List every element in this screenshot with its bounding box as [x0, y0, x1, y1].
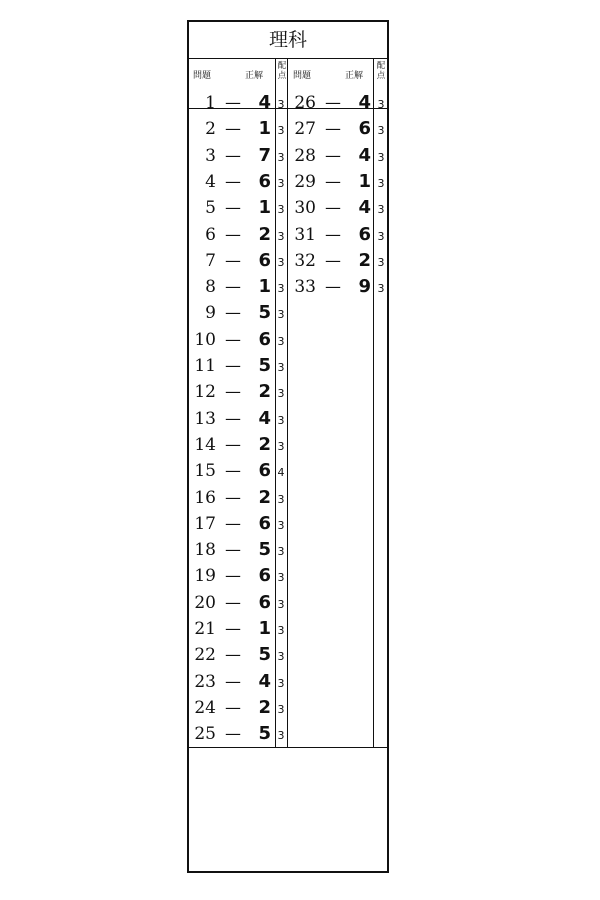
- answer-row: [189, 616, 287, 642]
- question-number: 28: [294, 145, 316, 166]
- answer-row: [289, 248, 387, 274]
- dash: —: [225, 645, 241, 665]
- points-value: 3: [277, 702, 285, 716]
- dash: —: [225, 540, 241, 560]
- dash: —: [225, 250, 241, 270]
- correct-answer: 2: [258, 381, 271, 403]
- dash: —: [225, 487, 241, 507]
- correct-answer: 1: [258, 276, 271, 298]
- dash: —: [225, 671, 241, 691]
- question-number: 31: [294, 224, 316, 245]
- correct-answer: 2: [258, 223, 271, 245]
- points-value: 3: [277, 229, 285, 243]
- question-number: 14: [194, 434, 216, 455]
- correct-answer: 5: [258, 355, 271, 376]
- correct-answer: 2: [358, 249, 371, 271]
- correct-answer: 5: [258, 539, 271, 561]
- answer-row: [189, 642, 287, 668]
- answer-row: [189, 406, 287, 432]
- correct-answer: 5: [258, 723, 271, 745]
- question-header: 問題: [193, 71, 212, 81]
- dash: —: [325, 250, 341, 270]
- dash: —: [225, 408, 241, 428]
- answer-row: [189, 195, 287, 221]
- correct-answer: 1: [258, 118, 271, 140]
- points-value: 3: [277, 150, 285, 164]
- correct-answer: 6: [258, 512, 271, 534]
- question-number: 10: [194, 329, 216, 350]
- points-value: 4: [277, 466, 285, 480]
- points-header-2: 配 点: [376, 61, 386, 81]
- points-value: 3: [377, 203, 385, 217]
- answer-key-sheet: [187, 20, 389, 873]
- question-number: 5: [205, 198, 216, 219]
- question-number: 17: [194, 513, 216, 534]
- question-number: 26: [294, 93, 316, 113]
- question-number: 33: [294, 277, 316, 298]
- answer-row: [289, 222, 387, 248]
- correct-answer: 4: [258, 407, 271, 429]
- dash: —: [325, 145, 341, 165]
- correct-answer: 2: [258, 696, 271, 718]
- dash: —: [225, 277, 241, 297]
- answer-row: [189, 695, 287, 721]
- answer-row: [189, 222, 287, 248]
- dash: —: [225, 171, 241, 191]
- correct-answer: 6: [258, 460, 271, 482]
- question-header-2: 問題: [293, 71, 312, 81]
- dash: —: [325, 119, 341, 139]
- column-divider: [287, 59, 288, 747]
- points-value: 3: [277, 729, 285, 743]
- points-value: 3: [277, 282, 285, 296]
- answer-row: [289, 143, 387, 169]
- answer-row: [289, 116, 387, 142]
- dash: —: [225, 592, 241, 612]
- dash: —: [225, 382, 241, 402]
- question-number: 4: [205, 171, 216, 192]
- correct-answer: 1: [258, 618, 271, 639]
- points-value: 3: [277, 124, 285, 138]
- question-number: 19: [194, 566, 216, 587]
- points-header: 配 点: [277, 61, 287, 81]
- points-value: 3: [277, 176, 285, 190]
- correct-answer: 4: [358, 144, 371, 166]
- answer-row: [189, 563, 287, 589]
- answer-row: [189, 485, 287, 511]
- answer-row: [189, 116, 287, 142]
- dash: —: [225, 566, 241, 586]
- answer-row: [189, 300, 287, 326]
- correct-answer: 9: [358, 276, 371, 298]
- correct-answer: 7: [258, 144, 271, 166]
- points-value: 3: [277, 308, 285, 322]
- points-value: 3: [277, 203, 285, 217]
- points-value: 3: [277, 545, 285, 559]
- correct-answer: 6: [258, 591, 271, 613]
- answer-header-2: 正解: [345, 71, 364, 81]
- points-value: 3: [377, 255, 385, 269]
- dash: —: [325, 198, 341, 218]
- question-number: 9: [205, 303, 216, 324]
- answer-row: [189, 90, 287, 116]
- dash: —: [225, 145, 241, 165]
- question-number: 16: [194, 487, 216, 508]
- correct-answer: 2: [258, 433, 271, 455]
- answer-row: [189, 327, 287, 353]
- correct-answer: 6: [258, 249, 271, 271]
- points-value: 3: [277, 650, 285, 664]
- points-value: 3: [277, 361, 285, 374]
- question-number: 3: [205, 145, 216, 166]
- points-value: 3: [277, 492, 285, 506]
- dash: —: [225, 697, 241, 717]
- answer-row: [189, 432, 287, 458]
- correct-answer: 6: [258, 328, 271, 350]
- question-number: 8: [205, 277, 216, 298]
- answer-row: [289, 274, 387, 300]
- points-value: 3: [277, 413, 285, 427]
- answer-row: [189, 721, 287, 747]
- question-number: 21: [194, 619, 216, 639]
- answer-row: [289, 90, 387, 116]
- points-value: 3: [277, 518, 285, 532]
- correct-answer: 5: [258, 302, 271, 324]
- answer-row: [189, 511, 287, 537]
- points-value: 3: [377, 150, 385, 164]
- dash: —: [225, 356, 241, 375]
- question-number: 1: [205, 93, 216, 113]
- correct-answer: 6: [358, 118, 371, 140]
- question-number: 6: [205, 224, 216, 245]
- question-number: 11: [194, 356, 216, 376]
- points-value: 3: [277, 676, 285, 690]
- dash: —: [325, 93, 341, 112]
- correct-answer: 4: [258, 670, 271, 692]
- dash: —: [225, 461, 241, 481]
- points-value: 3: [277, 334, 285, 348]
- question-number: 29: [294, 171, 316, 192]
- correct-answer: 5: [258, 644, 271, 666]
- dash: —: [225, 198, 241, 218]
- answer-row: [189, 669, 287, 695]
- correct-answer: 1: [258, 197, 271, 219]
- correct-answer: 4: [258, 92, 271, 113]
- answer-row: [189, 537, 287, 563]
- points-value: 3: [377, 124, 385, 138]
- answer-row: [189, 590, 287, 616]
- correct-answer: 1: [358, 170, 371, 192]
- dash: —: [325, 277, 341, 297]
- answer-row: [189, 143, 287, 169]
- question-number: 25: [194, 724, 216, 745]
- dash: —: [225, 93, 241, 112]
- question-number: 12: [194, 382, 216, 403]
- points-value: 3: [277, 98, 285, 111]
- points-value: 3: [277, 571, 285, 585]
- question-number: 27: [294, 119, 316, 140]
- points-value: 3: [277, 439, 285, 453]
- question-number: 2: [205, 119, 216, 140]
- points-value: 3: [377, 98, 385, 111]
- points-value: 3: [377, 229, 385, 243]
- dash: —: [325, 224, 341, 244]
- dash: —: [225, 303, 241, 323]
- points-value: 3: [277, 624, 285, 637]
- answer-header: 正解: [245, 71, 264, 81]
- question-number: 18: [194, 540, 216, 561]
- points-value: 3: [277, 255, 285, 269]
- dash: —: [225, 329, 241, 349]
- correct-answer: 6: [358, 223, 371, 245]
- correct-answer: 4: [358, 197, 371, 219]
- subject-title: 理科: [189, 22, 387, 59]
- answer-row: [189, 379, 287, 405]
- correct-answer: 4: [358, 92, 371, 113]
- dash: —: [225, 724, 241, 744]
- question-number: 23: [194, 671, 216, 692]
- answer-row: [189, 169, 287, 195]
- answer-row: [189, 248, 287, 274]
- correct-answer: 6: [258, 170, 271, 192]
- answer-row: [289, 195, 387, 221]
- question-number: 20: [194, 592, 216, 613]
- question-number: 24: [194, 697, 216, 718]
- question-number: 22: [194, 645, 216, 666]
- question-number: 15: [194, 461, 216, 482]
- answer-row: [189, 458, 287, 484]
- dash: —: [225, 513, 241, 533]
- points-value: 3: [377, 282, 385, 296]
- question-number: 7: [205, 250, 216, 271]
- correct-answer: 6: [258, 565, 271, 587]
- question-number: 30: [294, 198, 316, 219]
- dash: —: [325, 171, 341, 191]
- question-number: 32: [294, 250, 316, 271]
- answer-row: [289, 169, 387, 195]
- answer-row: [189, 353, 287, 379]
- correct-answer: 2: [258, 486, 271, 508]
- dash: —: [225, 224, 241, 244]
- question-number: 13: [194, 408, 216, 429]
- points-value: 3: [277, 597, 285, 611]
- dash: —: [225, 434, 241, 454]
- points-value: 3: [377, 176, 385, 190]
- points-value: 3: [277, 387, 285, 401]
- dash: —: [225, 619, 241, 638]
- dash: —: [225, 119, 241, 139]
- answer-row: [189, 274, 287, 300]
